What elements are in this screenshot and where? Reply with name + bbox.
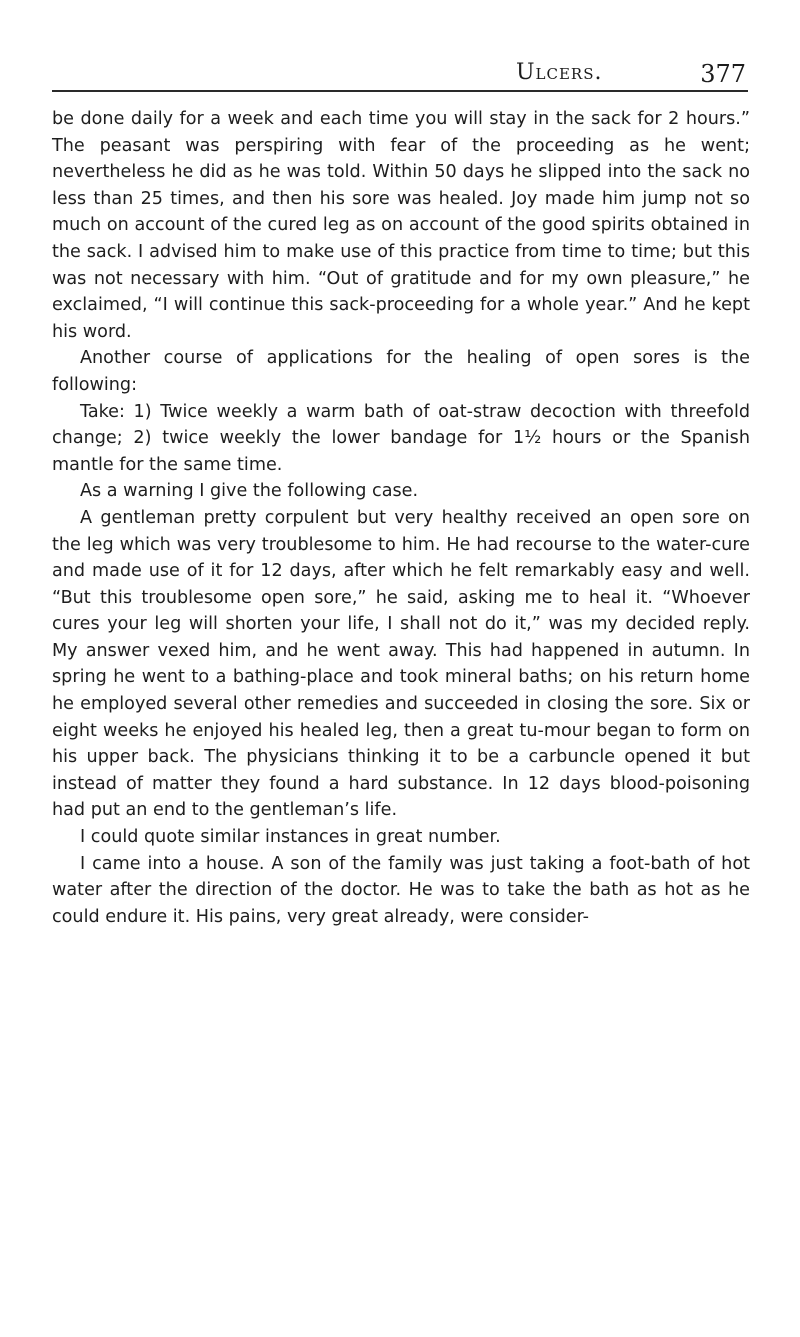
paragraph: Another course of applications for the healing of open sores is the following: <box>52 348 750 395</box>
paragraph: As a warning I give the following case. <box>80 481 419 502</box>
page-number: 377 <box>700 60 746 88</box>
body-text <box>52 106 750 930</box>
running-head <box>52 52 748 92</box>
paragraph: I could quote similar instances in great number. <box>80 827 501 848</box>
paragraph: I came into a house. A son of the family was just taking a foot-bath of hot water after the direction of the doctor. He was to take the bath as hot as he could endure it. His pains, very great already, were consider- <box>52 853 750 927</box>
header-rule <box>52 90 748 92</box>
running-head-title: Ulcers. <box>516 60 603 85</box>
paragraph: Take: 1) Twice weekly a warm bath of oat-straw decoction with threefold change; 2) twice weekly the lower bandage for 1½ hours or the Spanish mantle for the same time. <box>52 401 750 475</box>
paragraph: A gentleman pretty corpulent but very healthy received an open sore on the leg which was very troublesome to him. He had recourse to the water-cure and made use of it for 12 days, after which he felt remarkably easy and well. “But this troublesome open sore,” he said, asking me to heal it. “Whoever cures your leg will shorten your life, I shall not do it,” was my decided reply. My answer vexed him, and he went away. This had happened in autumn. In spring he went to a bathing-place and took mineral baths; on his return home he employed several other remedies and succeeded in closing the sore. Six or eight weeks he enjoyed his healed leg, then a great tu-mour began to form on his upper back. The physicians thinking it to be a carbuncle opened it but instead of matter they found a hard substance. In 12 days blood-poisoning had put an end to the gentleman’s life. <box>52 507 750 821</box>
paragraph-continuation: be done daily for a week and each time you will stay in the sack for 2 hours.” The peasant was perspiring with fear of the proceeding as he went; nevertheless he did as he was told. Within 50 days he slipped into the sack no less than 25 times, and then his sore was healed. Joy made him jump not so much on account of the cured leg as on account of the good spirits obtained in the sack. I advised him to make use of this practice from time to time; but this was not necessary with him. “Out of gratitude and for my own pleasure,” he exclaimed, “I will continue this sack-proceeding for a whole year.” And he kept his word. <box>52 109 750 342</box>
